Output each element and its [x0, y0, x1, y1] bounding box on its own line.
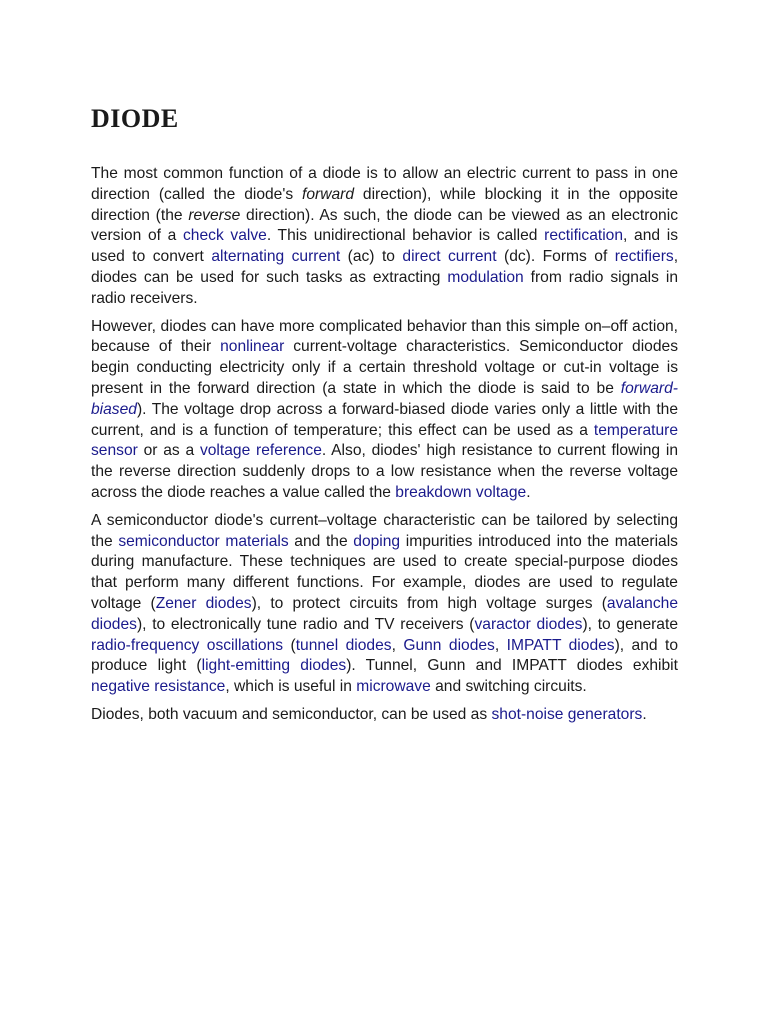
paragraph-2 [91, 317, 678, 504]
link-light-emitting-diodes[interactable]: light-emitting diodes [201, 657, 347, 675]
link-voltage-reference[interactable]: voltage reference [199, 442, 322, 460]
text-run: impurities introduced into the materials during manufacture. These techniques are used to create special-purpose diodes that perform many different functions. For example, diodes are used to regulate voltage ( [91, 532, 678, 612]
link-gunn-diodes[interactable]: Gunn diodes [403, 636, 495, 654]
emphasis-text: reverse [188, 206, 241, 224]
link-shot-noise-generators[interactable]: shot-noise generators [491, 705, 643, 723]
text-run: . [526, 483, 531, 501]
link-rectification[interactable]: rectification [544, 227, 624, 245]
link-temperature-sensor[interactable]: temperature sensor [91, 421, 678, 460]
link-microwave[interactable]: microwave [356, 678, 431, 696]
link-tunnel-diodes[interactable]: tunnel diodes [295, 636, 392, 654]
text-run: ). Tunnel, Gunn and IMPATT diodes exhibit [346, 657, 678, 675]
text-run: ( [283, 636, 296, 654]
text-run: from radio signals in radio receivers. [91, 268, 678, 307]
emphasis-text: forward [302, 185, 355, 203]
text-run: (ac) to [340, 248, 403, 266]
link-alternating-current[interactable]: alternating current [211, 248, 341, 266]
link-impatt-diodes[interactable]: IMPATT diodes [506, 636, 615, 654]
text-run: , [494, 636, 507, 654]
text-run: . Also, diodes' high resistance to current flowing in the reverse direction suddenly drops to a low resistance when the reverse voltage across the diode reaches a value called the [91, 442, 678, 501]
text-run: . [642, 705, 647, 723]
text-run: The most common function of a diode is to allow an electric current to pass in one direction (called the diode's [91, 165, 678, 203]
text-run: Diodes, both vacuum and semiconductor, can be used as [91, 705, 492, 723]
text-run: direction). As such, the diode can be viewed as an electronic version of a [91, 206, 678, 245]
paragraph-4 [91, 705, 678, 726]
text-run: current-voltage characteristics. Semiconductor diodes begin conducting electricity only if a certain threshold voltage or cut-in voltage is present in the forward direction (a state in which the diode is said to be [91, 338, 678, 397]
text-run: . This unidirectional behavior is called [266, 227, 545, 245]
text-run: ), to protect circuits from high voltage surges ( [251, 594, 607, 612]
text-run: and switching circuits. [430, 678, 587, 696]
link-avalanche-diodes[interactable]: avalanche diodes [91, 594, 678, 633]
link-semiconductor-materials[interactable]: semiconductor materials [118, 532, 289, 550]
paragraph-3 [91, 511, 678, 698]
link-radio-frequency-oscillations[interactable]: radio-frequency oscillations [91, 636, 284, 654]
text-run: However, diodes can have more complicated behavior than this simple on–off action, because of their [91, 317, 678, 356]
text-run: A semiconductor diode's current–voltage characteristic can be tailored by selecting the [91, 511, 678, 550]
text-run: (dc). Forms of [496, 248, 615, 266]
text-run: , [391, 636, 404, 654]
text-run: ), to generate [582, 615, 678, 633]
link-forward-biased[interactable]: forward-biased [91, 379, 678, 418]
link-negative-resistance[interactable]: negative resistance [91, 678, 226, 696]
document-page [91, 104, 678, 733]
link-check-valve[interactable]: check valve [183, 227, 267, 245]
page-title: DIODE [91, 104, 179, 133]
link-nonlinear[interactable]: nonlinear [220, 338, 285, 356]
link-rectifiers[interactable]: rectifiers [614, 248, 674, 266]
link-direct-current[interactable]: direct current [402, 248, 497, 266]
text-run: ), and to produce light ( [91, 636, 678, 675]
text-run: and the [288, 532, 354, 550]
link-modulation[interactable]: modulation [447, 268, 524, 286]
text-run: or as a [137, 442, 200, 460]
article-body [91, 164, 678, 726]
link-zener-diodes[interactable]: Zener diodes [155, 594, 252, 612]
link-doping[interactable]: doping [353, 532, 401, 550]
text-run: ). The voltage drop across a forward-biased diode varies only a little with the current, and is a function of temperature; this effect can be used as a [91, 400, 678, 439]
text-run: ), to electronically tune radio and TV receivers ( [136, 615, 475, 633]
text-run: , which is useful in [225, 678, 357, 696]
paragraph-1 [91, 164, 678, 310]
text-run: , diodes can be used for such tasks as extracting [91, 248, 679, 286]
text-run: , and is used to convert [91, 227, 678, 266]
text-run: direction), while blocking it in the opposite direction (the [91, 185, 678, 224]
link-varactor-diodes[interactable]: varactor diodes [474, 615, 583, 633]
link-breakdown-voltage[interactable]: breakdown voltage [395, 483, 527, 501]
